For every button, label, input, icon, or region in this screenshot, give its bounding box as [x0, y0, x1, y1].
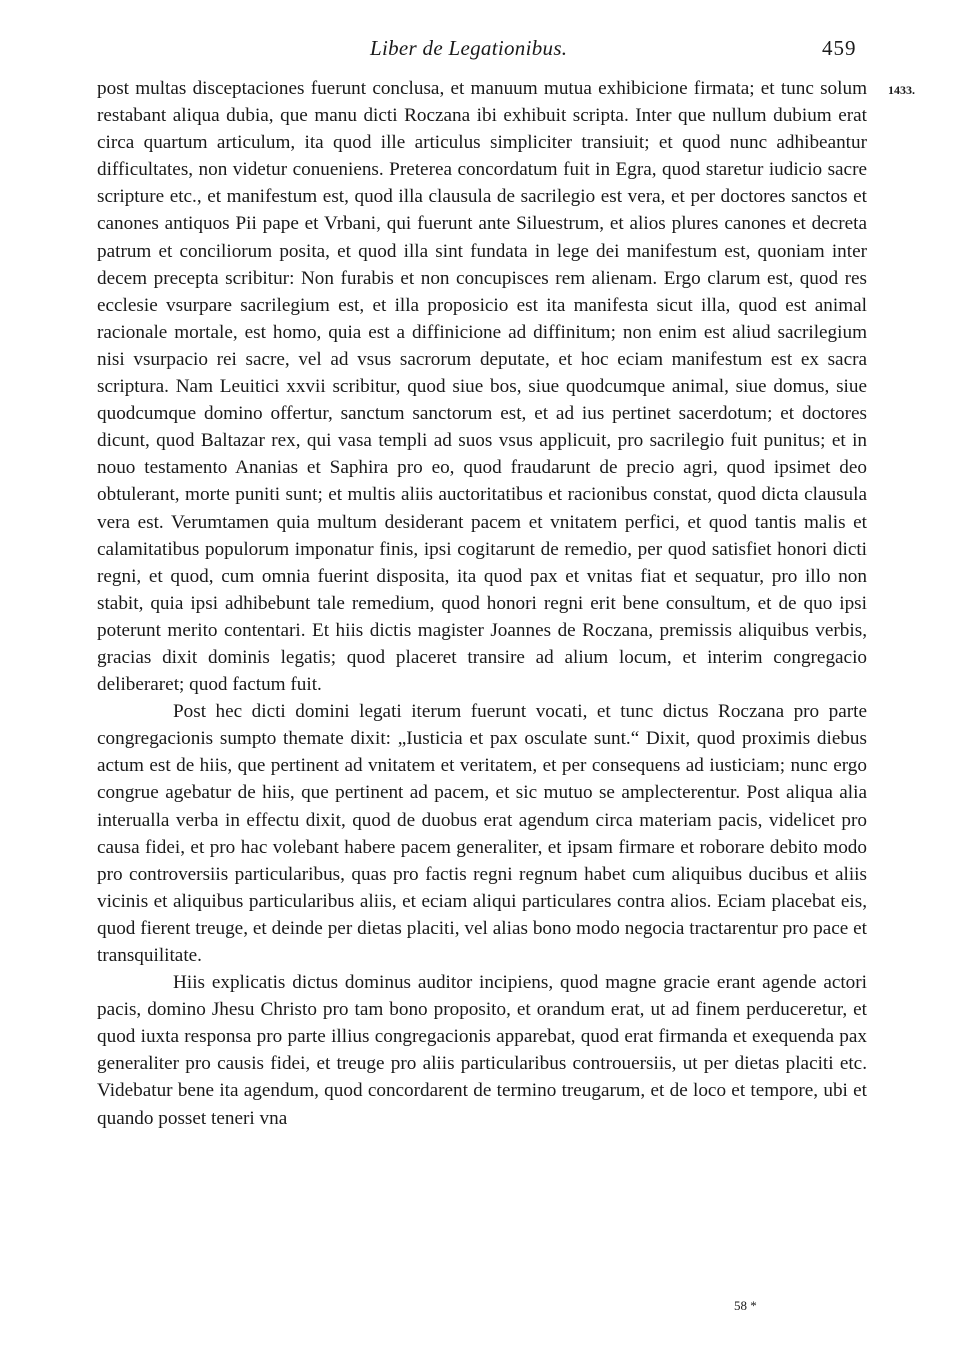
page-number: 459	[822, 36, 857, 60]
signature-mark: 58 *	[734, 1298, 757, 1313]
page-header	[0, 36, 960, 66]
running-title: Liber de Legationibus.	[370, 36, 568, 60]
paragraph-3: Hiis explicatis dictus dominus auditor incipiens, quod magne gracie erant agende actori pacis, domino Jhesu Christo pro tam bono proposito, et orandum erat, ut ad finem perduceretur, et quod iuxta responsa pro parte illius congregacionis apparebat, quod erat firmanda et exequenda pax generaliter pro causis fidei, et treuge pro aliis particularibus controuersiis, ut per dietas placiti etc. Videbatur bene ita agendum, quod concordarent de termino treugarum, et de loco et tempore, ubi et quando posset teneri vna	[97, 972, 867, 1129]
body-text	[97, 75, 867, 1132]
paragraph-1: post multas disceptaciones fuerunt conclusa, et manuum mutua exhibicione firmata; et tunc solum restabant aliqua dubia, que manu dicti Roczana ibi exhibuit scripta. Inter que nullum dubium erat circa quartum articulum, ita quod ille articulus simpliciter transiuit; et quod nunc adhibeantur difficultates, non videtur conueniens. Preterea concordatum fuit in Egra, quod staretur iudicio sacre scripture etc., et manifestum est, quod illa clausula de sacrilegio est vera, et per doctores sanctos et canones antiquos Pii pape et Vrbani, qui fuerunt ante Siluestrum, et alios plures canones et decreta patrum et conciliorum posita, et quod illa sint fundata in lege dei manifestum est, quoniam inter decem precepta scribitur: Non furabis et non concupisces rem alienam. Ergo clarum est, quod res ecclesie vsurpare sacrilegium est, et illa proposicio est ita manifesta sicut illa, quod est animal racionale mortale, est homo, quia est a diffinicione ad diffinitum; non enim est aliud sacrilegium nisi vsurpacio rei sacre, vel ad vsus sacrorum deputate, et hoc eciam manifestum est ex sacra scriptura. Nam Leuitici xxvii scribitur, quod siue bos, siue quodcumque animal, siue domus, siue quodcumque domino offertur, sanctum sanctorum est, et ad ius pertinet sacerdotum; et doctores dicunt, quod Baltazar rex, qui vasa templi ad suos vsus applicuit, pro sacrilegio fuit punitus; et in nouo testamento Ananias et Saphira pro eo, quod fraudarunt de precio agri, quod ipsimet deo obtulerant, morte puniti sunt; et multis aliis auctoritatibus et racionibus constat, quod dicta clausula vera est. Verumtamen quia multum desiderant pacem et vnitatem perfici, et quod tantis malis et calamitatibus populorum imponatur finis, ipsi cogitarunt de remedio, per quod satisfiet honori dicti regni, et quod, cum omnia fuerint disposita, ita quod pax et vnitas fiat et sequatur, pro illo non stabit, quia ipsi adhibebunt tale remedium, quod honori regni erit bene consultum, et de quo ipsi poterunt merito contentari. Et hiis dictis magister Joannes de Roczana, premissis aliquibus verbis, gracias dixit dominis legatis; quod placeret transire ad alium locum, et interim congregacio deliberaret; quod factum fuit.	[97, 78, 867, 696]
margin-year-note: 1433.	[888, 83, 915, 97]
paragraph-2: Post hec dicti domini legati iterum fuerunt vocati, et tunc dictus Roczana pro parte congregacionis sumpto themate dixit: „Iusticia et pax osculate sunt.“ Dixit, quod proximis diebus actum est de hiis, que pertinent ad vnitatem et veritatem, et per consequens ad iusticiam; nunc ergo congrue agebatur de hiis, que pertinent ad pacem, et sic mutuo se amplecterentur. Post aliqua alia interualla verba in effectu dixit, quod de duobus erat agendum circa materiam pacis, videlicet pro causa fidei, et pro hac volebant habere pacem generaliter, et ipsam firmare et roborare debito modo pro controversiis particularibus, quas pro factis regni regnum habet cum aliquibus ducibus et aliis vicinis et aliquibus particularibus aliis, et eciam aliqui particulares contra alios. Eciam placebat eis, quod fierent treuge, et deinde per dietas placiti, vel alias bono modo negocia tractarentur pro pace et transquilitate.	[97, 701, 867, 966]
